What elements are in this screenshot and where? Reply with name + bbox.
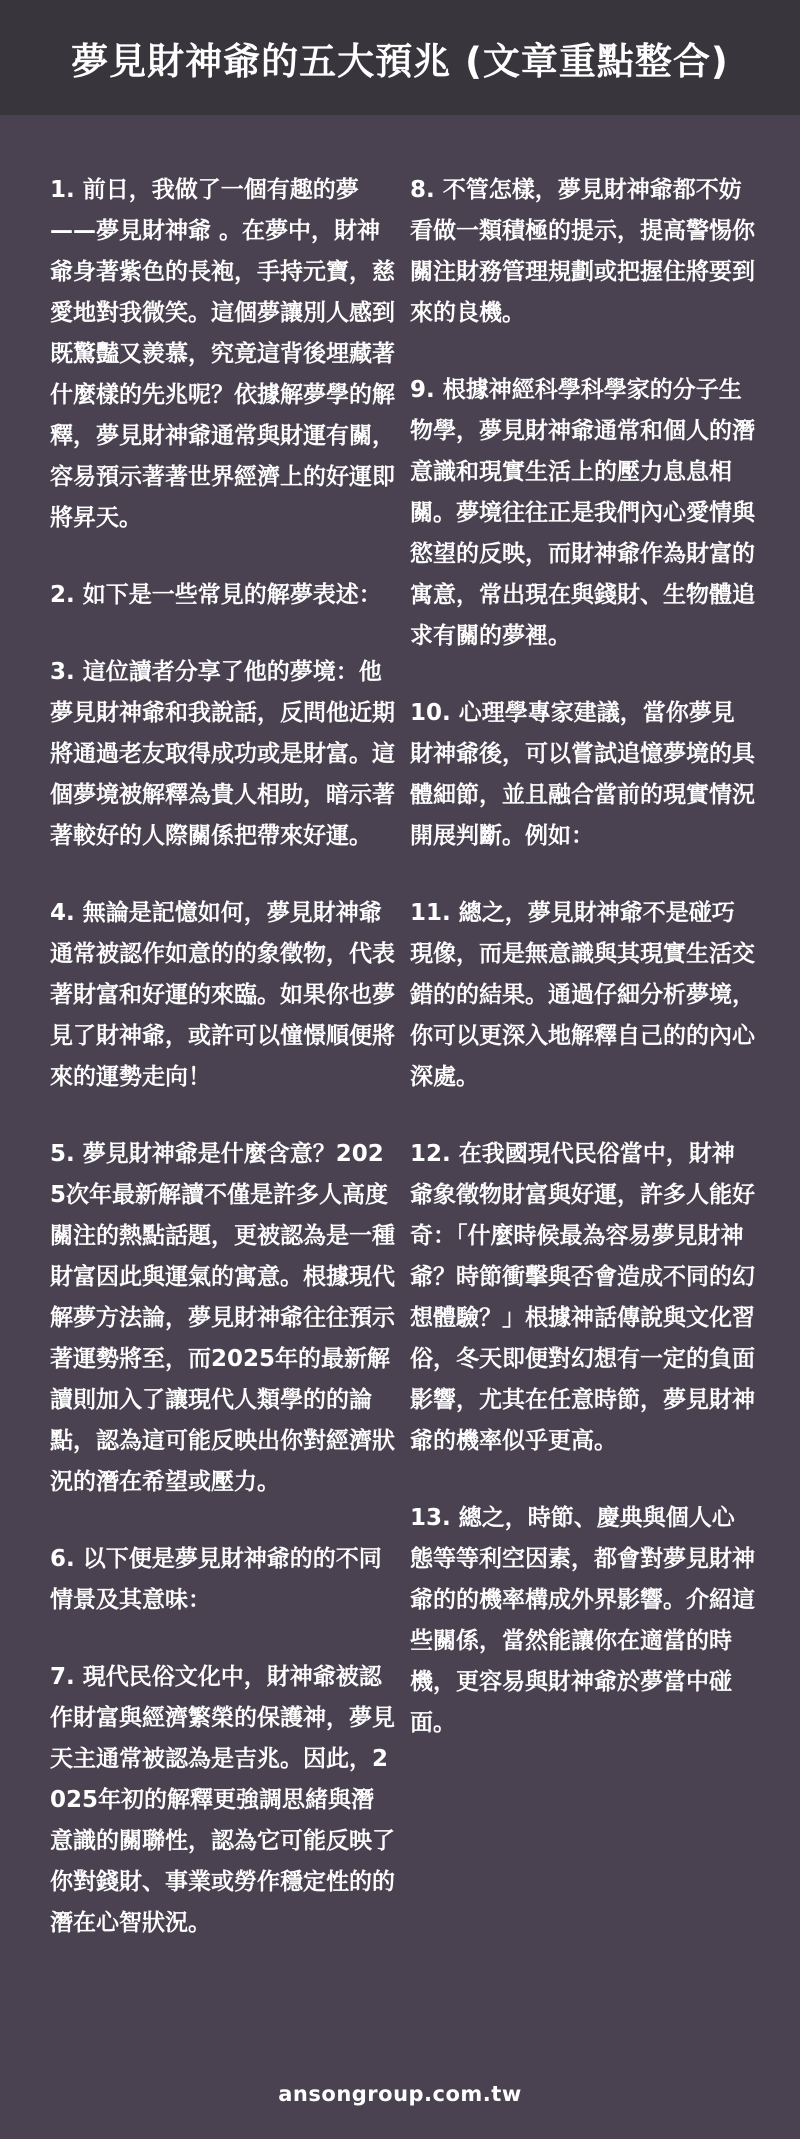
footer-source-url: ansongroup.com.tw [278,2082,522,2106]
right-column [410,170,755,1780]
list-item: 5. 夢見財神爺是什麼含意？2025次年最新解讀不僅是許多人高度關注的熱點話題，更被認為是一種財富因此與運氣的寓意。根據現代解夢方法論，夢見財神爺往往預示著運勢將至，而2025年的最新解讀則加入了讓現代人類學的的論點，認為這可能反映出你對經濟狀況的潛在希望或壓力。 [50,1141,395,1495]
list-item: 6. 以下便是夢見財神爺的的不同情景及其意味： [50,1546,382,1613]
left-column [50,170,395,1980]
list-item: 3. 這位讀者分享了他的夢境：他夢見財神爺和我說話，反問他近期將通過老友取得成功或是財富。這個夢境被解釋為貴人相助，暗示著著較好的人際關係把帶來好運。 [50,659,395,849]
header-bar [0,0,800,115]
list-item: 1. 前日，我做了一個有趣的夢——夢見財神爺 。在夢中，財神爺身著紫色的長袍，手持元寶，慈愛地對我微笑。這個夢讓別人感到既驚豔又羨慕，究竟這背後埋藏著什麼樣的先兆呢？依據解夢學的解釋，夢見財神爺通常與財運有關，容易預示著著世界經濟上的好運即將昇天。 [50,177,395,531]
list-item: 2. 如下是一些常見的解夢表述： [50,582,382,608]
list-item: 8. 不管怎樣，夢見財神爺都不妨看做一類積極的提示，提高警惕你關注財務管理規劃或把握住將要到來的良機。 [410,177,755,326]
list-item: 7. 現代民俗文化中，財神爺被認作財富與經濟繁榮的保護神，夢見天主通常被認為是吉兆。因此，2025年初的解釋更強調思緒與潛意識的關聯性，認為它可能反映了你對錢財、事業或勞作穩定性的的潛在心智狀況。 [50,1664,395,1936]
list-item: 11. 總之，夢見財神爺不是碰巧現像，而是無意識與其現實生活交錯的的結果。通過仔細分析夢境，你可以更深入地解釋自己的的內心深處。 [410,900,755,1090]
list-item: 4. 無論是記憶如何，夢見財神爺通常被認作如意的的象徵物，代表著財富和好運的來臨。如果你也夢見了財神爺，或許可以憧憬順便將來的運勢走向！ [50,900,395,1090]
list-item: 10. 心理學專家建議，當你夢見財神爺後，可以嘗試追憶夢境的具體細節，並且融合當前的現實情況開展判斷。例如： [410,700,755,849]
list-item: 12. 在我國現代民俗當中，財神爺象徵物財富與好運，許多人能好奇：「什麼時候最為容易夢見財神爺？時節衝擊與否會造成不同的幻想體驗？」根據神話傳說與文化習俗，冬天即便對幻想有一定的負面影響，尤其在任意時節，夢見財神爺的機率似乎更高。 [410,1141,755,1454]
list-item: 9. 根據神經科學科學家的分子生物學，夢見財神爺通常和個人的潛意識和現實生活上的壓力息息相關。夢境往往正是我們內心愛情與慾望的反映，而財神爺作為財富的寓意，常出現在與錢財、生物體追求有關的夢裡。 [410,377,755,649]
list-item: 13. 總之，時節、慶典與個人心態等等利空因素，都會對夢見財神爺的的機率構成外界影響。介紹這些關係，當然能讓你在適當的時機，更容易與財神爺於夢當中碰面。 [410,1505,755,1736]
page-title: 夢見財神爺的五大預兆 (文章重點整合) [71,39,729,83]
